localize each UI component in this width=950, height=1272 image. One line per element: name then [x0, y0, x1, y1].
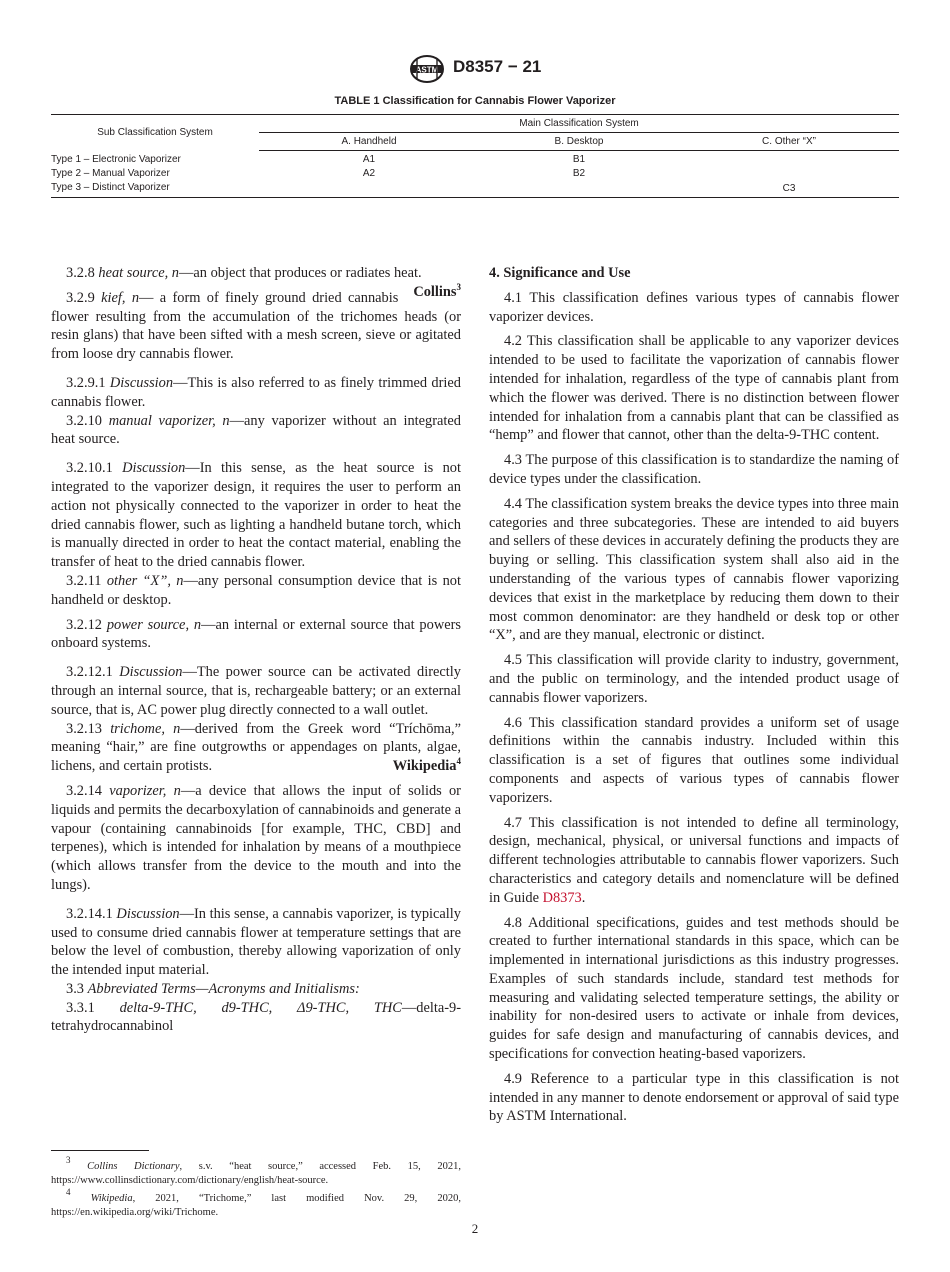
definition-trichome — [51, 720, 461, 776]
term: heat source, n — [98, 265, 179, 281]
source-collins: Collins$^3$ — [413, 281, 461, 300]
term: Discussion — [119, 664, 183, 681]
definition-text: — a form of finely ground dried cannabis flower resulting from the accumulation of the trichomes heads (or resin glans) that have been sifted with a mesh screen, sieve or agitated from loose dry cannabis flower. — [51, 289, 461, 363]
definition-manual-vaporizer — [51, 412, 461, 450]
table-header-row — [51, 115, 899, 133]
cell-b: B1 — [572, 154, 586, 165]
definition-text: —any personal consumption device that is not handheld or desktop. — [51, 572, 461, 608]
footnote-number: 3 — [66, 1155, 71, 1165]
definition-text: —derived from the Greek word “Tríchōma,” meaning “hair,” are fine outgrowths or appendages on plants, algae, lichens, and certain protists. — [51, 720, 461, 775]
footnote-ref[interactable]: 4 — [456, 756, 461, 767]
paragraph-4-9: 4.9 Reference to a particular type in this classification is not intended in any manner to denote endorsement or approval of said type by ASTM International. — [489, 1070, 899, 1125]
cell-a — [259, 181, 479, 198]
guide-d8373-link[interactable]: D8373 — [542, 889, 582, 906]
abbreviated-terms-heading — [51, 980, 461, 999]
clause-number: 3.2.13 — [66, 720, 102, 737]
definition-text: —delta-9-tetrahydrocannabinol — [51, 999, 461, 1035]
table-row — [51, 181, 899, 198]
term: Discussion — [122, 460, 186, 477]
clause-number: 3.3.1 — [66, 999, 95, 1016]
paragraph-4-2: 4.2 This classification shall be applicable to any vaporizer devices intended to be used to facilitate the vaporization of cannabis flower intended for inhalation, regardless of the type of cannabis plant from which the flower was derived. There is no distinction between flower intended for inhalation from a cannabis plant that can be classified as “hemp” and flower that cannot, other than the delta-9-THC content. — [489, 333, 899, 444]
column-handheld: A. Handheld — [259, 133, 479, 151]
clause-number: 3.3 — [66, 980, 84, 997]
paragraph-4-5: 4.5 This classification will provide clarity to industry, government, and the public on terminology, and the intended product usage of cannabis flower vaporizers. — [489, 652, 899, 706]
paragraph-text: 4.7 This classification is not intended to define all terminology, design, mechanical, physical, or universal functions and impacts of different technologies attributable to cannabis flower vaporizers. Such characteristics and category details and nomenclature will be defined in Guide — [489, 814, 899, 906]
definition-delta-9-thc — [51, 999, 461, 1037]
discussion-vaporizer — [51, 905, 461, 980]
discussion-manual-vaporizer — [51, 459, 461, 572]
page-number: 2 — [471, 1221, 479, 1236]
footnote-divider — [51, 1150, 149, 1151]
paragraph-4-4: 4.4 The classification system breaks the device types into three main categories and three subcategories. These are intended to aid buyers and sellers of these devices in accurately defining the products they are buying or selling. This classification system shall also aid in the understanding of the various types of cannabis flower vaporizing devices that exist in the marketplace by reducing them down to their most common denominator: are they handheld or desk top or other “X”, and are they manual, electronic or distinct. — [489, 495, 899, 644]
definition-text: —any vaporizer without an integrated heat source. — [51, 412, 461, 448]
term: delta-9-THC, d9-THC, Δ9-THC, THC — [119, 999, 402, 1016]
standard-designation: D8357 − 21 — [453, 57, 542, 76]
clause-number: 3.2.12.1 — [66, 664, 113, 681]
sub-classification-header: Sub Classification System — [97, 127, 213, 139]
term: manual vaporizer, n — [108, 412, 230, 429]
page-header — [0, 54, 950, 84]
term: vaporizer, n — [109, 782, 181, 799]
paragraph-4-3: 4.3 The purpose of this classification is to standardize the naming of device types under the classification. — [489, 452, 899, 487]
footnote-number: 4 — [66, 1187, 71, 1197]
term: Abbreviated Terms—Acronyms and Initialisms: — [87, 980, 360, 997]
column-other: C. Other “X” — [679, 133, 899, 151]
term: power source, n — [106, 616, 202, 633]
paragraph-4-7 — [489, 814, 899, 908]
clause-number: 3.2.8 — [66, 265, 95, 281]
definition-text: —an internal or external source that powers onboard systems. — [51, 616, 461, 652]
definition-other-x — [51, 572, 461, 610]
source-wikipedia: Wikipedia$^4$ — [392, 756, 461, 775]
cell-c: C3 — [782, 183, 796, 194]
cell-c — [679, 151, 899, 168]
definition-text: —an object that produces or radiates heat. — [179, 265, 422, 281]
clause-number: 3.2.10 — [66, 412, 102, 429]
cell-b: B2 — [572, 168, 586, 179]
term: Discussion — [109, 374, 174, 391]
term: kief, n — [101, 289, 140, 306]
footnotes — [51, 1155, 461, 1224]
left-column — [51, 264, 461, 1042]
discussion-power-source — [51, 663, 461, 719]
cell-c — [679, 167, 899, 181]
paragraph-text: . — [581, 889, 586, 906]
footnote-4 — [51, 1187, 461, 1220]
clause-number: 3.2.11 — [66, 572, 102, 589]
term: other “X”, n — [106, 572, 184, 589]
logo-text: ASTM — [415, 65, 439, 75]
footnote-title: Wikipedia — [90, 1193, 133, 1204]
classification-table — [51, 114, 899, 198]
discussion-kief — [51, 374, 461, 412]
clause-number: 3.2.12 — [66, 616, 102, 633]
footnote-title: Collins Dictionary — [87, 1161, 180, 1172]
definition-text: —This is also referred to as finely trimmed dried cannabis flower. — [51, 374, 461, 410]
paragraph-4-6: 4.6 This classification standard provides a uniform set of usage definitions within the cannabis industry. Included within this classification is a set of figures that outlines some individual components and aspects of various types of cannabis flower vaporizers. — [489, 714, 899, 806]
table-title: TABLE 1 Classification for Cannabis Flower Vaporizer — [334, 95, 616, 107]
clause-number: 3.2.14.1 — [66, 905, 113, 922]
term: Discussion — [116, 905, 180, 922]
section-heading: 4. Significance and Use — [489, 265, 631, 281]
row-type: Type 3 – Distinct Vaporizer — [51, 182, 170, 193]
astm-logo-icon — [408, 54, 446, 84]
cell-a: A1 — [362, 154, 376, 165]
row-type: Type 1 – Electronic Vaporizer — [51, 153, 181, 165]
definition-text: —In this sense, a cannabis vaporizer, is typically used to consume dried cannabis flower at temperature settings that are below the level of combustion, thereby allowing vaporization of only the intended input material. — [51, 905, 461, 979]
footnote-ref[interactable]: 3 — [456, 281, 461, 292]
column-desktop: B. Desktop — [479, 133, 679, 151]
definition-text: —The power source can be activated directly through an internal source, that is, rechargeable battery; or an external source, that is, AC power plug directly connected to a wall outlet. — [51, 664, 461, 718]
cell-b — [479, 181, 679, 198]
right-column — [489, 264, 899, 1132]
definition-text: —a device that allows the input of solids or liquids and permits the decarboxylation of cannabinoids and generate a vapour (containing cannabinoids [for example, THC, CBD] and terpenes), which is intended for inhalation by means of a mouthpiece (which allows transfer from the device to the mouth and into the lungs). — [51, 782, 461, 893]
definition-text: —In this sense, as the heat source is not integrated to the vaporizer design, it requires the user to perform an action not physically connected to the vaporizer in order to heat the dried cannabis flower, such as lighting a handheld butane torch, which is manually directed in order to heat the contact material, enabling the transfer of heat to the dried cannabis flower. — [51, 460, 461, 571]
row-type: Type 2 – Manual Vaporizer — [51, 168, 170, 179]
table-row — [51, 167, 899, 181]
paragraph-4-1: 4.1 This classification defines various types of cannabis flower vaporizer devices. — [489, 289, 899, 325]
term: trichome, n — [110, 720, 181, 737]
cell-a: A2 — [362, 168, 376, 179]
clause-number: 3.2.14 — [66, 782, 102, 799]
table-row — [51, 151, 899, 168]
footnote-text: , s.v. “heat source,” accessed Feb. 15, 2021, https://www.collinsdictionary.com/dictionary/english/heat-source. — [51, 1161, 461, 1186]
paragraph-4-8: 4.8 Additional specifications, guides and test methods should be created to further international standards in this space, which can be implemented in international jurisdictions as this industry progresses. Examples of such standards include, standard test methods for measuring and validating selected temperature settings, the ability or inability for non-desired users to activate or inhale from devices, guides for safe design and manufacturing of cannabis devices, and specifications for convection heating-based vaporizers. — [489, 914, 899, 1063]
clause-number: 3.2.9 — [66, 289, 95, 306]
definition-power-source — [51, 616, 461, 654]
definition-vaporizer — [51, 782, 461, 895]
footnote-3 — [51, 1155, 461, 1188]
clause-number: 3.2.9.1 — [66, 374, 106, 391]
footnote-text: , 2021, “Trichome,” last modified Nov. 29, 2020, https://en.wikipedia.org/wiki/Trichome. — [51, 1193, 461, 1218]
clause-number: 3.2.10.1 — [66, 460, 113, 477]
main-classification-header: Main Classification System — [259, 115, 899, 133]
